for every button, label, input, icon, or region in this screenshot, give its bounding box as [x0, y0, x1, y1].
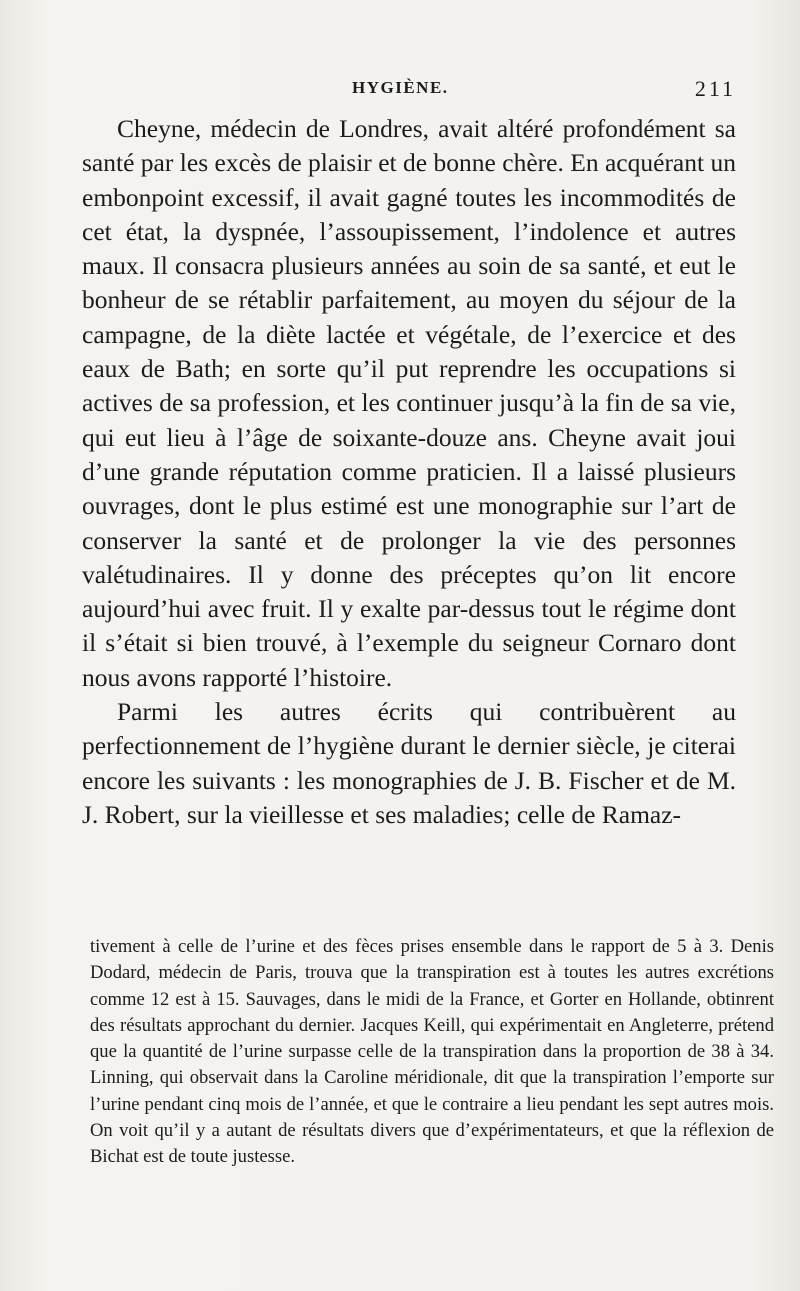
page-number: 211 — [694, 76, 736, 101]
running-head: HYGIÈNE. — [352, 78, 449, 97]
page-header — [82, 74, 736, 102]
main-text — [82, 112, 736, 832]
footnote — [90, 934, 774, 1171]
paragraph-autres-ecrits: Parmi les autres écrits qui contribuèrent au perfectionnement de l’hygiène durant le dernier siècle, je citerai encore les suivants : les monographies de J. B. Fischer et de M. J. Robert, sur la vieillesse et ses maladies; celle de Ramaz- — [82, 697, 736, 829]
paragraph-cheyne: Cheyne, médecin de Londres, avait altéré profondément sa santé par les excès de plaisir et de bonne chère. En acquérant un embonpoint excessif, il avait gagné toutes les incommodités de cet état, la dyspnée, l’assoupissement, l’indolence et autres maux. Il consacra plusieurs années au soin de sa santé, et eut le bonheur de se rétablir parfaitement, au moyen du séjour de la campagne, de la diète lactée et végétale, de l’exercice et des eaux de Bath; en sorte qu’il put reprendre les occupations si actives de sa profession, et les continuer jusqu’à la fin de sa vie, qui eut lieu à l’âge de soixante-douze ans. Cheyne avait joui d’une grande réputation comme praticien. Il a laissé plusieurs ouvrages, dont le plus estimé est une monographie sur l’art de conserver la santé et de prolonger la vie des personnes valétudinaires. Il y donne des préceptes qu’on lit encore aujourd’hui avec fruit. Il y exalte par-dessus tout le régime dont il s’était si bien trouvé, à l’exemple du seigneur Cornaro dont nous avons rapporté l’histoire. — [82, 114, 736, 692]
footnote-text: tivement à celle de l’urine et des fèces prises ensemble dans le rapport de 5 à 3. Denis Dodard, médecin de Paris, trouva que la transpiration est à toutes les autres excrétions comme 12 est à 15. Sauvages, dans le midi de la France, et Gorter en Hollande, obtinrent des résultats approchant du dernier. Jacques Keill, qui expérimentait en Angleterre, prétend que la quantité de l’urine surpasse celle de la transpiration dans la proportion de 38 à 34. Linning, qui observait dans la Caroline méridionale, dit que la transpiration l’emporte sur l’urine pendant cinq mois de l’année, et que le contraire a lieu pendant les sept autres mois. On voit qu’il y a autant de résultats divers que d’expérimentateurs, et que la réflexion de Bichat est de toute justesse. — [90, 936, 774, 1168]
